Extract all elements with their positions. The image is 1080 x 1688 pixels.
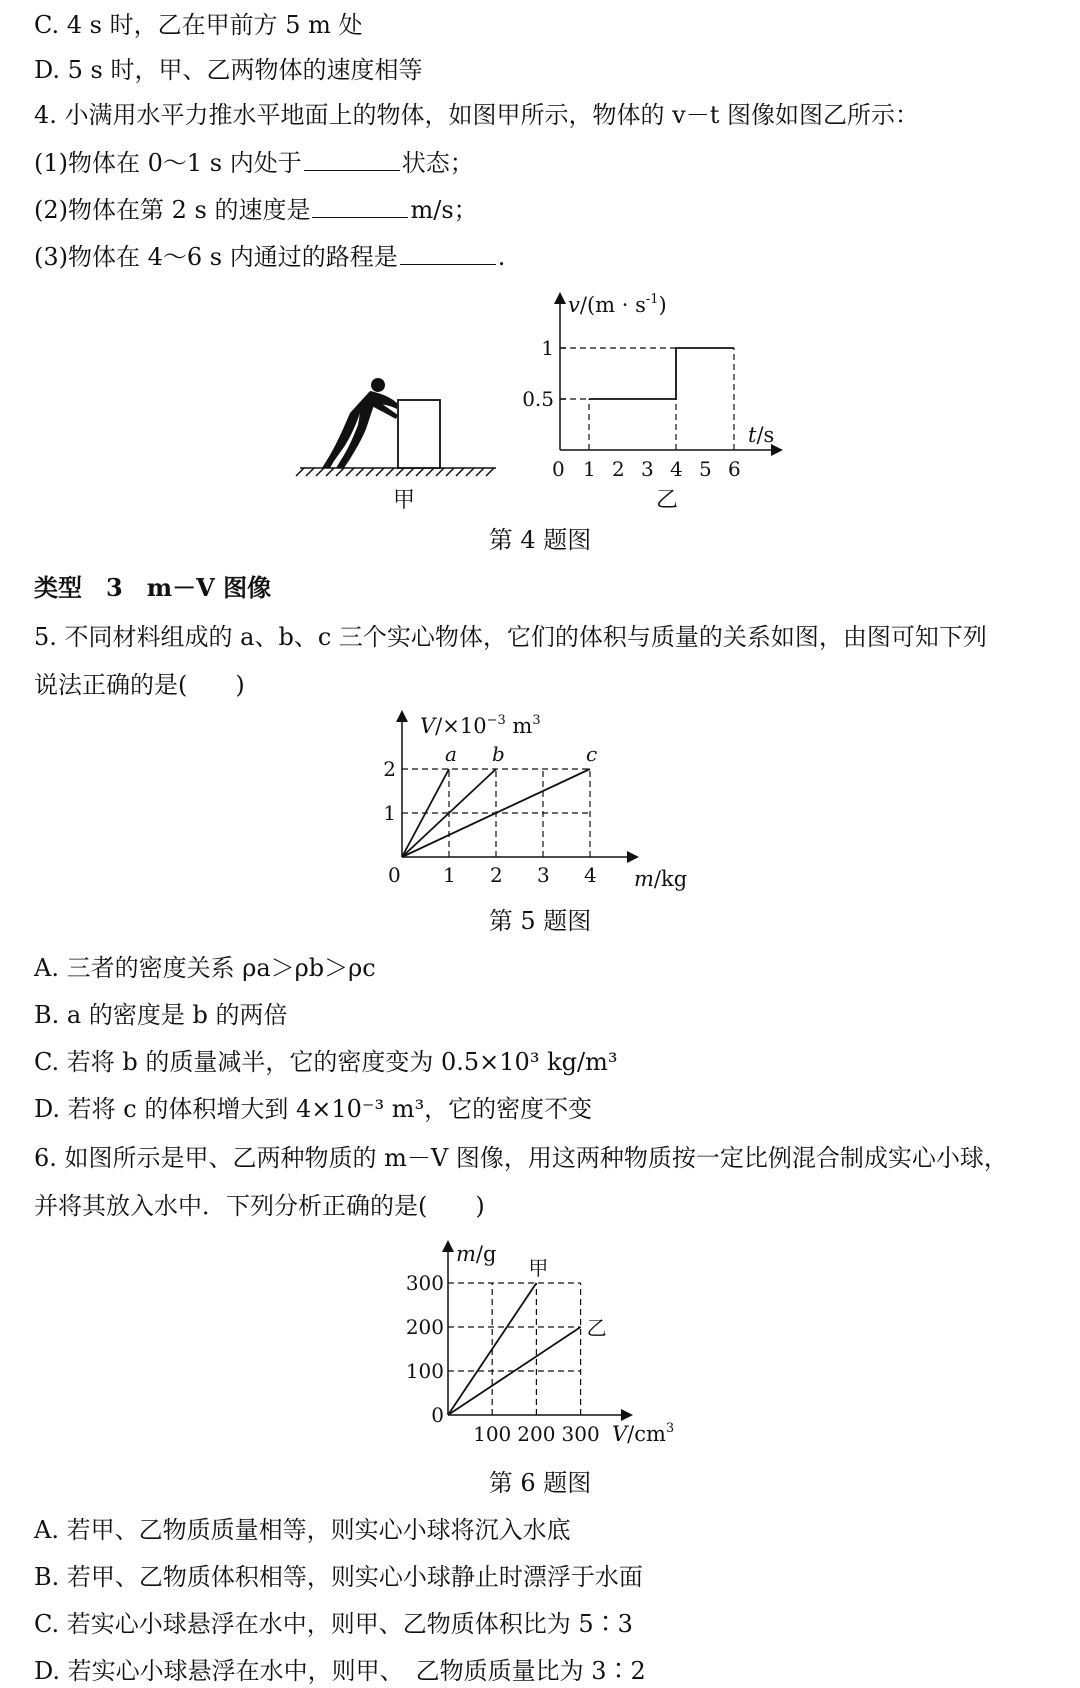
x-tick-label: 300 <box>561 1422 600 1446</box>
q4-caption: 第 4 题图 <box>488 526 592 554</box>
q4-sub3-text: (3)物体在 4～6 s 内通过的路程是 <box>34 243 398 271</box>
q4-sub2 <box>34 195 478 225</box>
x-tick-label: 200 <box>517 1422 556 1446</box>
series-label-jia: 甲 <box>528 1256 549 1280</box>
section-number: 3 <box>106 573 123 602</box>
x-tick-label: 2 <box>490 863 503 887</box>
vt-chart <box>500 290 800 490</box>
series-label-c: c <box>586 742 598 766</box>
figure-label-jia: 甲 <box>393 488 416 513</box>
x-axis-label: $V/cm^3$ <box>612 1421 675 1446</box>
q4-stem: 4. 小满用水平力推水平地面上的物体，如图甲所示，物体的 v－t 图像如图乙所示： <box>34 101 919 129</box>
q5-stem-line2: 说法正确的是( ) <box>34 671 245 699</box>
q5-option-c: C. 若将 b 的质量减半，它的密度变为 0.5×10³ kg/m³ <box>34 1048 618 1076</box>
q4-sub2-text: (2)物体在第 2 s 的速度是 <box>34 196 311 224</box>
y-tick-label: 100 <box>405 1359 444 1383</box>
x-axis-label: m/kg <box>634 867 688 891</box>
q3-option-c: C. 4 s 时，乙在甲前方 5 m 处 <box>34 11 363 39</box>
y-tick-label: 300 <box>405 1271 444 1295</box>
q3-option-d: D. 5 s 时，甲、乙两物体的速度相等 <box>34 56 423 84</box>
q4-sub1 <box>34 148 474 178</box>
x-tick-label: 1 <box>443 863 456 887</box>
x-tick-label: 1 <box>583 457 596 481</box>
y-axis-label: m/g <box>456 1242 497 1266</box>
x-tick-label: 6 <box>728 457 741 481</box>
q4-sub1-text: (1)物体在 0～1 s 内处于 <box>34 149 302 177</box>
box-rect <box>398 400 440 468</box>
answer-blank <box>400 242 496 265</box>
x-tick-label: 0 <box>552 457 565 481</box>
velocity-series-line <box>589 348 734 399</box>
ground-hatch <box>296 468 494 476</box>
section-header <box>34 573 271 603</box>
x-axis-label: t/s <box>748 423 775 447</box>
x-tick-label: 0 <box>388 863 401 887</box>
y-tick-label: 1 <box>383 801 396 825</box>
q4-sub3-tail: . <box>497 243 506 271</box>
q6-option-d: D. 若实心小球悬浮在水中，则甲、 乙物质质量比为 3∶2 <box>34 1657 646 1685</box>
q6-caption: 第 6 题图 <box>488 1469 592 1497</box>
q5-stem-line1: 5. 不同材料组成的 a、b、c 三个实心物体，它们的体积与质量的关系如图，由图可知下列 <box>34 623 987 651</box>
answer-blank <box>304 148 400 171</box>
x-tick-label: 3 <box>537 863 550 887</box>
y-tick-label: 2 <box>383 757 396 781</box>
q4-sub1-tail: 状态； <box>401 149 474 177</box>
q5-option-d: D. 若将 c 的体积增大到 4×10⁻³ m³，它的密度不变 <box>34 1095 593 1123</box>
x-tick-label: 3 <box>641 457 654 481</box>
series-label-a: a <box>445 742 457 766</box>
x-tick-label: 100 <box>473 1422 512 1446</box>
q6-option-c: C. 若实心小球悬浮在水中，则甲、乙物质体积比为 5∶3 <box>34 1610 633 1638</box>
section-title: m－V 图像 <box>146 573 272 602</box>
section-label: 类型 <box>34 573 82 602</box>
series-label-b: b <box>492 742 505 766</box>
q6-stem-line2: 并将其放入水中．下列分析正确的是( ) <box>34 1192 485 1220</box>
x-tick-label: 4 <box>584 863 597 887</box>
figure-label-yi: 乙 <box>656 488 679 513</box>
y-axis-label: $V/\times 10^{-3}$ $m^3$ <box>420 713 541 738</box>
q5-option-b: B. a 的密度是 b 的两倍 <box>34 1001 288 1029</box>
q4-sub3 <box>34 242 505 272</box>
answer-blank <box>312 195 408 218</box>
y-tick-label: 200 <box>405 1315 444 1339</box>
series-label-yi: 乙 <box>586 1316 607 1340</box>
person-silhouette <box>322 378 398 468</box>
vm-chart <box>380 705 710 895</box>
q6-option-a: A. 若甲、乙物质质量相等，则实心小球将沉入水底 <box>34 1516 571 1544</box>
q6-option-b: B. 若甲、乙物质体积相等，则实心小球静止时漂浮于水面 <box>34 1563 643 1591</box>
x-tick-label: 5 <box>699 457 712 481</box>
x-tick-label: 4 <box>670 457 683 481</box>
x-tick-label: 2 <box>612 457 625 481</box>
y-axis-label: $v/(m \cdot s^{-1})$ <box>568 292 667 317</box>
q4-sub2-tail: m/s； <box>410 196 478 224</box>
series-line-a <box>402 769 449 857</box>
q5-caption: 第 5 题图 <box>488 907 592 935</box>
q6-stem-line1: 6. 如图所示是甲、乙两种物质的 m－V 图像，用这两种物质按一定比例混合制成实心小球， <box>34 1144 1008 1172</box>
mv-chart <box>390 1235 710 1445</box>
y-tick-label: 0 <box>431 1403 444 1427</box>
y-tick-label: 0.5 <box>522 387 554 411</box>
q5-option-a: A. 三者的密度关系 ρa＞ρb＞ρc <box>34 954 376 982</box>
y-tick-label: 1 <box>541 336 554 360</box>
